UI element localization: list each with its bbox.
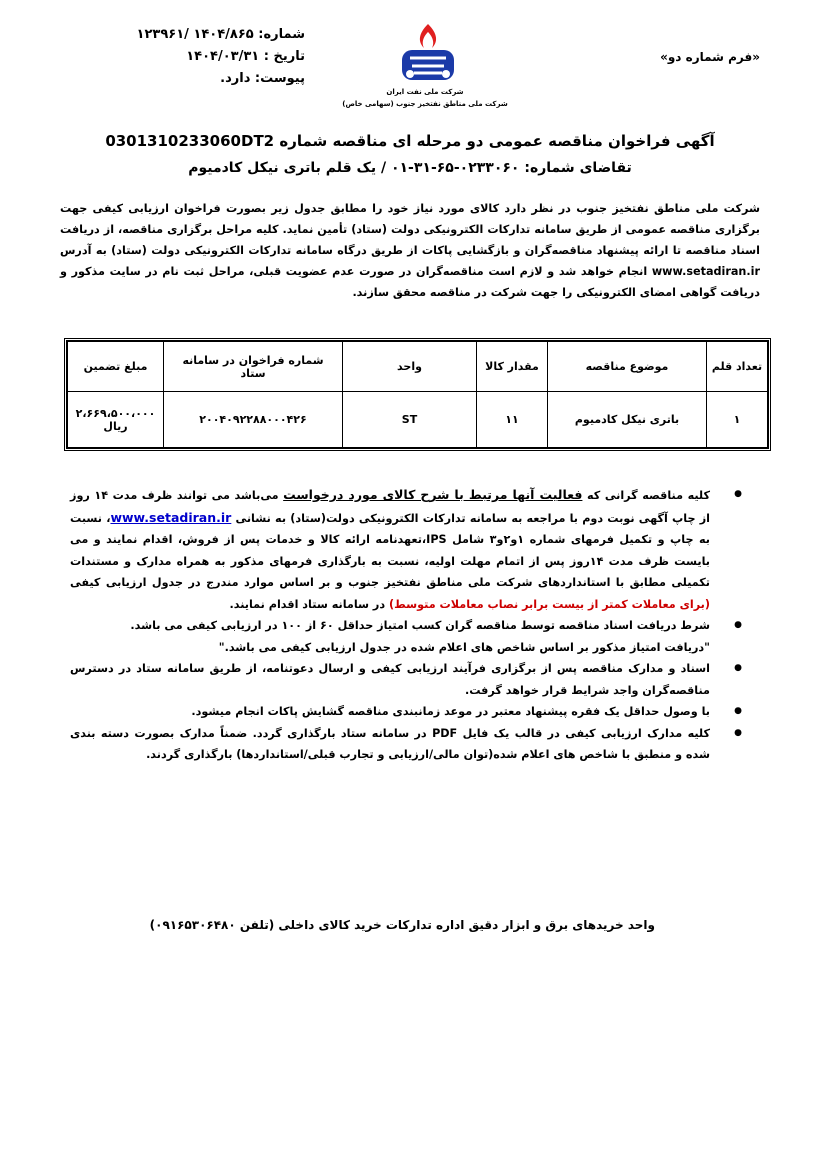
table-row [68,392,768,448]
conditions-list [70,484,710,766]
request-line: تقاضای شماره: ۰۲۳۳۰۶۰-۶۵-۳۱-۰۱ / یک قلم باتری نیکل کادمیوم [188,160,632,176]
cell-quantity: ۱۱ [477,392,548,448]
letter-attachment-value: دارد. [220,71,251,86]
company-block [330,86,520,110]
list-item: ● با وصول حداقل یک فقره پیشنهاد معتبر در موعد زمانبندی مناقصه گشایش پاکات انجام میشود. [70,701,710,723]
intro-paragraph [60,198,760,303]
b2-part-a: شرط دریافت اسناد مناقصه توسط مناقصه گران کسب امتیاز حداقل ۶۰ از ۱۰۰ در ارزیابی کیفی می باشد. [130,619,710,632]
tender-table [64,338,771,451]
page-title [60,132,760,150]
letter-attachment-label: پیوست: [254,71,305,86]
col-guarantee: مبلغ تضمین [68,342,164,392]
letter-number-value: ۱۴۰۴/۸۶۵ /۱۲۳۹۶۱ [136,27,254,42]
tender-number: 0301310233060DT2 [105,132,275,150]
form-label: «فرم شماره دو» [660,50,760,64]
intro-part1: شرکت ملی مناطق نفتخیز جنوب در نظر دارد کالای مورد نیاز خود را مطابق جدول زیر بصورت فراخوان ارزیابی کیفی جهت برگزاری مناقصه عمومی از طریق سامانه تدارکات الکترونیکی دولت (ستاد) تأمین نماید. کلیه مراحل برگزاری مناقصه، از دریافت اسناد مناقصه تا ارائه پیشنهاد مناقصه‌گران و بازگشایی پاکات از طریق درگاه سامانه تدارکات الکترونیکی دولت (ستاد) به آدرس [60,202,760,257]
company-subname: شرکت ملی مناطق نفتخیز جنوب (سهامی خاص) [342,100,508,108]
b1-red-note: (برای معاملات کمتر از بیست برابر نصاب معاملات متوسط) [389,597,710,611]
col-count: تعداد قلم [707,342,768,392]
b1-part-d: در سامانه ستاد اقدام نمایند. [229,597,386,611]
letter-number-row [75,24,305,46]
intro-part2: انجام خواهد شد و لازم است مناقصه‌گران در صورت عدم عضویت قبلی، مراحل ثبت نام در سایت مذکور و دریافت گواهی امضای الکترونیکی را جهت شرکت در مناقصه محقق سازند. [60,265,760,299]
b1-part-a: کلیه مناقصه گرانی که [586,489,710,502]
cell-guarantee: ۲،۶۶۹،۵۰۰،۰۰۰ ریال [68,392,164,448]
list-item [70,484,710,615]
company-name: شرکت ملی نفت ایران [386,88,464,96]
b1-website-link[interactable]: www.setadiran.ir [110,509,232,525]
table-header-row [68,342,768,392]
cell-count: ۱ [707,392,768,448]
letter-date-row [75,46,305,68]
letter-attachment-row [75,68,305,90]
b1-underlined: فعالیت آنها مرتبط با شرح کالای مورد درخواست [283,487,583,502]
nioc-logo-icon [388,18,468,88]
col-subject: موضوع مناقصه [548,342,707,392]
col-quantity: مقدار کالا [477,342,548,392]
footer-contact: واحد خریدهای برق و ابزار دقیق اداره تدارکات خرید کالای داخلی (تلفن ۰۹۱۶۵۳۰۶۴۸۰) [149,918,655,932]
letter-meta [75,24,305,90]
cell-subject: باتری نیکل کادمیوم [548,392,707,448]
list-item: ● اسناد و مدارک مناقصه پس از برگزاری فرآیند ارزیابی کیفی و ارسال دعوتنامه، از طریق سامانه ستاد در دسترس مناقصه‌گران واجد شرایط قرار خواهد گرفت. [70,658,710,701]
b2-part-b: "دریافت امتیاز مذکور بر اساس شاخص های اعلام شده در جدول ارزیابی کیفی می باشد." [218,640,710,654]
col-call-number: شماره فراخوان در سامانه ستاد [164,342,343,392]
cell-unit: ST [343,392,477,448]
b1-part-b: می‌باشد می توانند ظرف مدت ۱۴ روز از چاپ آگهی نوبت دوم با مراجعه به سامانه تدارکات الکترونیکی دولت(ستاد) به نشانی [70,489,711,525]
list-item: ● کلیه مدارک ارزیابی کیفی در قالب یک فایل PDF در سامانه ستاد بارگذاری گردد. ضمناً مدارک بصورت دسته بندی شده و منطبق با شاخص های اعلام شده(توان مالی/ارزیابی و تجارب قبلی/استانداردها) بارگذاری گردند. [70,723,710,766]
cell-call-number: ۲۰۰۴۰۹۲۲۸۸۰۰۰۴۲۶ [164,392,343,448]
title-text: آگهی فراخوان مناقصه عمومی دو مرحله ای مناقصه شماره [279,132,715,150]
col-unit: واحد [343,342,477,392]
letter-number-label: شماره: [258,27,305,42]
b1-part-c: ، نسبت به چاپ و تکمیل فرمهای شماره ۱و۲و۳ شامل IPS،تعهدنامه ارائه کالا و خدمات پس از فروش، اقدام نمایند و می بایست ظرف مدت ۱۴روز پس از اتمام مهلت اولیه، نسبت به بارگذاری فرمهای مذکور به همراه مدارک و مستندات تکمیلی مطابق با استانداردهای شرکت ملی مناطق نفتخیز جنوب و بر اساس موارد مندرج در جدول ارزیابی کیفی [70,511,711,589]
letter-date-label: تاریخ : [263,49,305,64]
intro-website-link[interactable]: www.setadiran.ir [651,265,760,278]
letter-date-value: ۱۴۰۴/۰۳/۳۱ [186,49,260,64]
list-item [70,615,710,658]
